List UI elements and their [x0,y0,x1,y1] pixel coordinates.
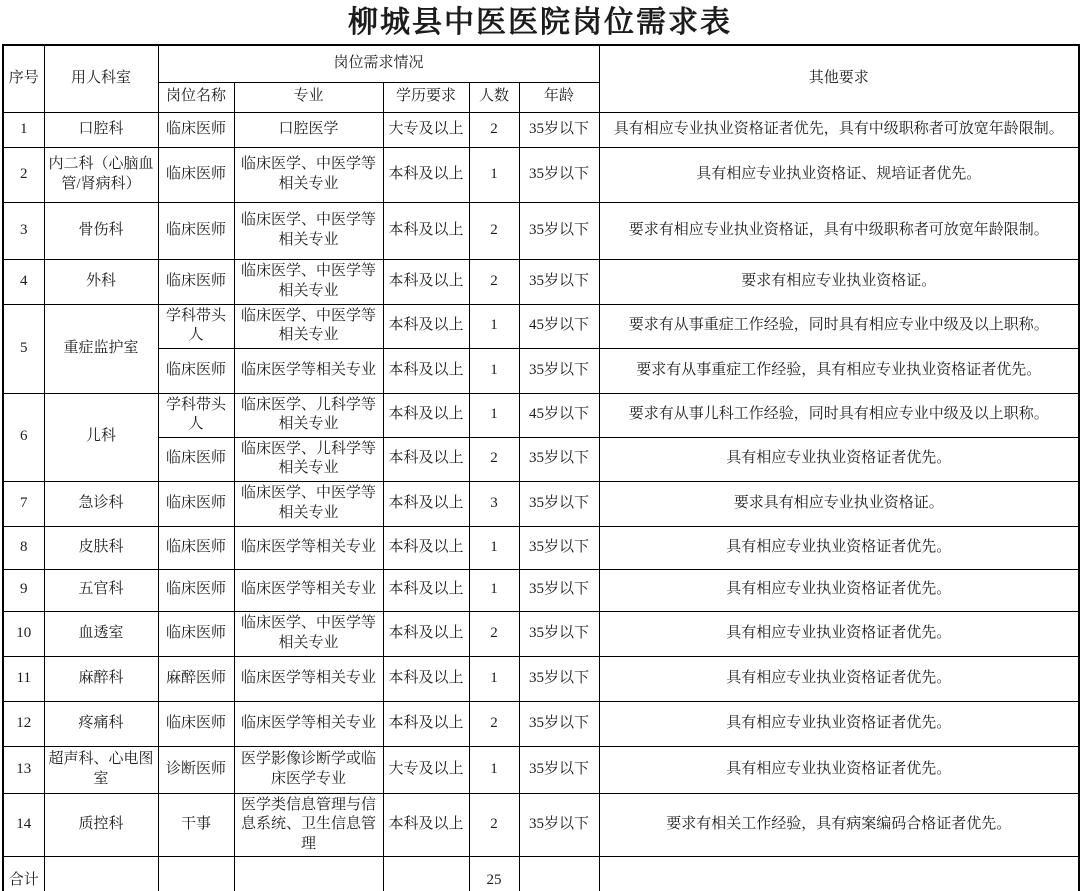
cell-count: 2 [469,112,519,147]
cell-major: 临床医学、中医学等相关专业 [234,481,383,526]
cell-major: 临床医学、儿科学等相关专业 [234,437,383,481]
cell-education: 本科及以上 [383,147,469,202]
cell-count: 2 [469,259,519,304]
header-other-requirements: 其他要求 [599,45,1079,112]
table-row [3,481,1079,526]
cell-count: 1 [469,147,519,202]
cell-position: 临床医师 [158,259,234,304]
cell-education: 本科及以上 [383,569,469,611]
cell-major: 临床医学、中医学等相关专业 [234,259,383,304]
cell-no: 1 [3,112,44,147]
cell-major: 医学类信息管理与信息系统、卫生信息管理 [234,793,383,857]
cell-major: 临床医学、儿科学等相关专业 [234,393,383,437]
cell-age: 35岁以下 [519,611,599,656]
cell-no: 9 [3,569,44,611]
cell-position: 临床医师 [158,526,234,569]
cell-no: 7 [3,481,44,526]
cell-no: 5 [3,304,44,393]
cell-position: 诊断医师 [158,746,234,793]
table-row [3,259,1079,304]
header-count: 人数 [469,82,519,112]
table-row [3,656,1079,701]
header-age: 年龄 [519,82,599,112]
cell-major: 临床医学等相关专业 [234,348,383,393]
cell-no: 13 [3,746,44,793]
cell-major: 临床医学、中医学等相关专业 [234,147,383,202]
cell-total-count: 25 [469,857,519,891]
cell-education: 本科及以上 [383,304,469,348]
cell-position-empty [158,857,234,891]
cell-other: 要求有相关工作经验，具有病案编码合格证者优先。 [599,793,1079,857]
cell-dept: 麻醉科 [44,656,158,701]
header-serial-number: 序号 [3,45,44,112]
cell-dept: 血透室 [44,611,158,656]
cell-no: 12 [3,701,44,746]
cell-other: 要求有从事重症工作经验，同时具有相应专业中级及以上职称。 [599,304,1079,348]
cell-count: 2 [469,701,519,746]
cell-no: 3 [3,202,44,259]
cell-major: 医学影像诊断学或临床医学专业 [234,746,383,793]
cell-major: 临床医学等相关专业 [234,569,383,611]
cell-count: 1 [469,393,519,437]
page-title: 柳城县中医医院岗位需求表 [348,6,732,39]
cell-age: 35岁以下 [519,746,599,793]
table-row [3,569,1079,611]
cell-no: 2 [3,147,44,202]
cell-position: 学科带头人 [158,304,234,348]
cell-other: 具有相应专业执业资格证者优先。 [599,656,1079,701]
table-row [3,393,1079,437]
cell-position: 临床医师 [158,569,234,611]
header-education: 学历要求 [383,82,469,112]
cell-count: 1 [469,348,519,393]
cell-dept: 骨伤科 [44,202,158,259]
table-row [3,304,1079,348]
cell-age: 35岁以下 [519,259,599,304]
cell-count: 1 [469,569,519,611]
cell-no: 14 [3,793,44,857]
table-row [3,202,1079,259]
cell-count: 2 [469,202,519,259]
table-row [3,611,1079,656]
cell-other: 具有相应专业执业资格证者优先。 [599,437,1079,481]
cell-age: 35岁以下 [519,348,599,393]
cell-major: 临床医学、中医学等相关专业 [234,304,383,348]
cell-age: 35岁以下 [519,701,599,746]
cell-other: 具有相应专业执业资格证者优先。 [599,526,1079,569]
cell-dept: 质控科 [44,793,158,857]
cell-age: 35岁以下 [519,793,599,857]
cell-dept: 疼痛科 [44,701,158,746]
cell-age: 35岁以下 [519,569,599,611]
cell-dept: 儿科 [44,393,158,481]
cell-dept-empty [44,857,158,891]
cell-education: 大专及以上 [383,746,469,793]
cell-other: 要求有相应专业执业资格证，具有中级职称者可放宽年龄限制。 [599,202,1079,259]
header-department: 用人科室 [44,45,158,112]
cell-dept: 重症监护室 [44,304,158,393]
cell-no: 6 [3,393,44,481]
cell-age: 35岁以下 [519,526,599,569]
table-row-total [3,857,1079,891]
cell-education: 本科及以上 [383,348,469,393]
cell-age-empty [519,857,599,891]
table-row [3,701,1079,746]
cell-position: 临床医师 [158,348,234,393]
cell-count: 1 [469,746,519,793]
cell-education-empty [383,857,469,891]
cell-education: 本科及以上 [383,526,469,569]
table-row [3,746,1079,793]
cell-count: 1 [469,526,519,569]
cell-education: 本科及以上 [383,481,469,526]
header-demand-group: 岗位需求情况 [158,45,599,82]
cell-education: 大专及以上 [383,112,469,147]
cell-dept: 外科 [44,259,158,304]
cell-dept: 急诊科 [44,481,158,526]
cell-other: 要求有从事重症工作经验，具有相应专业执业资格证者优先。 [599,348,1079,393]
cell-major: 口腔医学 [234,112,383,147]
cell-age: 35岁以下 [519,481,599,526]
cell-other: 具有相应专业执业资格证、规培证者优先。 [599,147,1079,202]
cell-count: 2 [469,611,519,656]
table-row [3,526,1079,569]
cell-position: 临床医师 [158,611,234,656]
cell-other: 要求有相应专业执业资格证。 [599,259,1079,304]
cell-position: 临床医师 [158,202,234,259]
cell-education: 本科及以上 [383,701,469,746]
cell-dept: 内二科（心脑血管/肾病科） [44,147,158,202]
cell-other: 具有相应专业执业资格证者优先，具有中级职称者可放宽年龄限制。 [599,112,1079,147]
cell-total-label: 合计 [3,857,44,891]
cell-major-empty [234,857,383,891]
cell-education: 本科及以上 [383,611,469,656]
cell-age: 45岁以下 [519,304,599,348]
cell-count: 3 [469,481,519,526]
cell-education: 本科及以上 [383,259,469,304]
cell-major: 临床医学等相关专业 [234,656,383,701]
cell-education: 本科及以上 [383,793,469,857]
cell-position: 临床医师 [158,437,234,481]
header-position-name: 岗位名称 [158,82,234,112]
cell-position: 麻醉医师 [158,656,234,701]
cell-position: 干事 [158,793,234,857]
cell-no: 8 [3,526,44,569]
cell-no: 4 [3,259,44,304]
header-major: 专业 [234,82,383,112]
table-row [3,112,1079,147]
cell-other: 要求有从事儿科工作经验，同时具有相应专业中级及以上职称。 [599,393,1079,437]
cell-count: 2 [469,437,519,481]
cell-dept: 五官科 [44,569,158,611]
table-row [3,437,1079,481]
cell-education: 本科及以上 [383,393,469,437]
cell-major: 临床医学等相关专业 [234,701,383,746]
cell-age: 35岁以下 [519,202,599,259]
cell-age: 35岁以下 [519,147,599,202]
cell-no: 10 [3,611,44,656]
cell-age: 45岁以下 [519,393,599,437]
cell-count: 2 [469,793,519,857]
cell-other: 要求具有相应专业执业资格证。 [599,481,1079,526]
cell-education: 本科及以上 [383,437,469,481]
cell-dept: 超声科、心电图室 [44,746,158,793]
cell-position: 临床医师 [158,481,234,526]
table-row [3,793,1079,857]
cell-no: 11 [3,656,44,701]
cell-education: 本科及以上 [383,202,469,259]
cell-major: 临床医学、中医学等相关专业 [234,611,383,656]
job-requirements-table [2,44,1080,891]
cell-major: 临床医学、中医学等相关专业 [234,202,383,259]
cell-education: 本科及以上 [383,656,469,701]
cell-position: 临床医师 [158,147,234,202]
table-row [3,348,1079,393]
cell-other: 具有相应专业执业资格证者优先。 [599,611,1079,656]
cell-other: 具有相应专业执业资格证者优先。 [599,569,1079,611]
cell-count: 1 [469,656,519,701]
cell-age: 35岁以下 [519,112,599,147]
cell-major: 临床医学等相关专业 [234,526,383,569]
cell-other-empty [599,857,1079,891]
table-body [3,112,1079,891]
cell-other: 具有相应专业执业资格证者优先。 [599,701,1079,746]
cell-position: 临床医师 [158,112,234,147]
cell-age: 35岁以下 [519,437,599,481]
table-row [3,147,1079,202]
cell-dept: 皮肤科 [44,526,158,569]
cell-other: 具有相应专业执业资格证者优先。 [599,746,1079,793]
cell-count: 1 [469,304,519,348]
cell-position: 临床医师 [158,701,234,746]
cell-dept: 口腔科 [44,112,158,147]
cell-age: 35岁以下 [519,656,599,701]
cell-position: 学科带头人 [158,393,234,437]
